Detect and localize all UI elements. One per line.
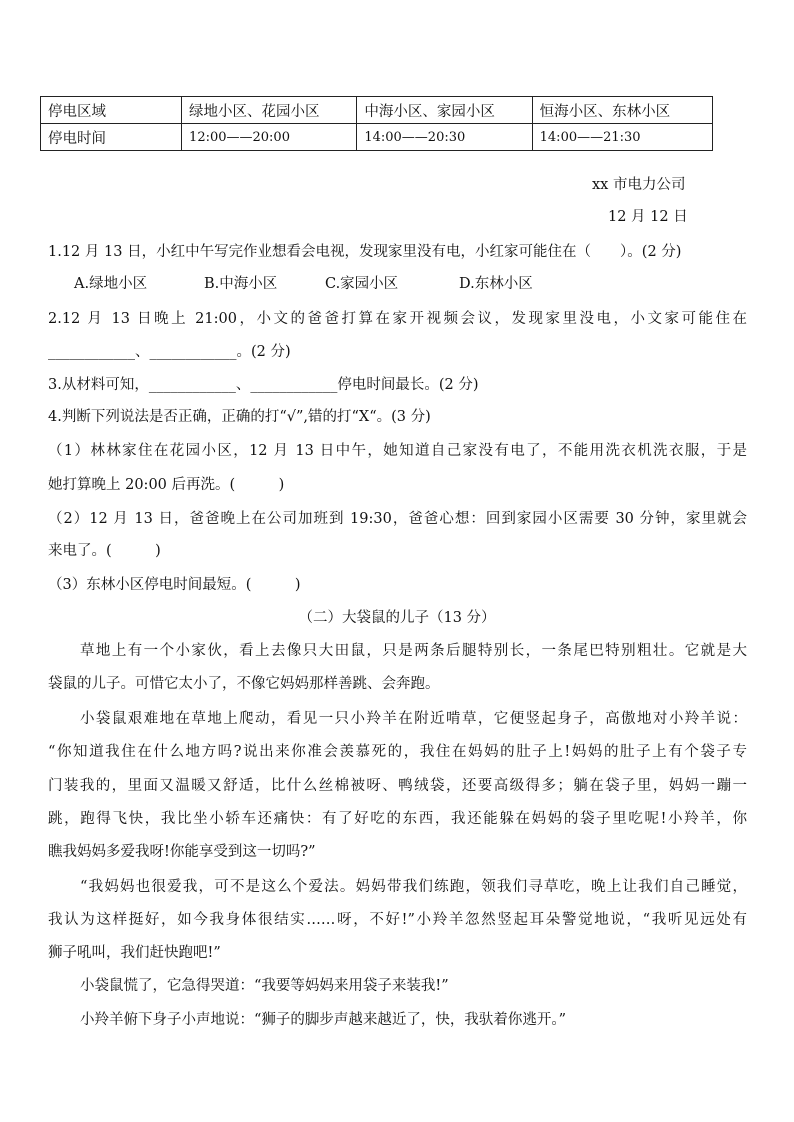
- question-1: 1.12 月 13 日，小红中午写完作业想看会电视，发现家里没有电，小红家可能住在（ ）。(2 分): [48, 244, 682, 260]
- option-c: C.家园小区: [325, 276, 399, 292]
- story-paragraph-line: 我认为这样挺好，如今我身体很结实……呀，不好!”小羚羊忽然竖起耳朵警觉地说，“我听见远处有: [48, 912, 747, 928]
- story-paragraph-line: 跳，跑得飞快，我比坐小轿车还痛快：有了好吃的东西，我还能躲在妈妈的袋子里吃呢!小羚羊，你: [48, 811, 747, 827]
- story-paragraph-line: 小袋鼠艰难地在草地上爬动，看见一只小羚羊在附近啃草，它便竖起身子，高傲地对小羚羊说：: [80, 711, 747, 727]
- story-paragraph-line: 瞧我妈妈多爱我呀!你能享受到这一切吗?”: [48, 844, 316, 860]
- option-d: D.东林小区: [459, 276, 533, 292]
- story-paragraph-line: 门装我的，里面又温暖又舒适，比什么丝棉被呀、鸭绒袋，还要高级得多；躺在袋子里，妈妈一蹦一: [48, 778, 747, 794]
- story-paragraph-line: 袋鼠的儿子。可惜它太小了，不像它妈妈那样善跳、会奔跑。: [48, 676, 440, 692]
- option-b: B.中海小区: [204, 276, 278, 292]
- row-label-time: 停电时间: [41, 124, 182, 151]
- table-cell: 恒海小区、东林小区: [532, 97, 712, 124]
- story-title: （二）大袋鼠的儿子（13 分）: [298, 610, 496, 626]
- notice-date: 12 月 12 日: [608, 209, 688, 225]
- question-4-title: 4.判断下列说法是否正确，正确的打“√”,错的打“X“。(3 分): [48, 409, 431, 425]
- table-row: [41, 97, 713, 124]
- question-4-statement-1: （1）林林家住在花园小区，12 月 13 日中午，她知道自己家没有电了，不能用洗衣机洗衣服，于是: [48, 443, 747, 459]
- table-cell: 14:00——21:30: [532, 124, 712, 151]
- row-label-area: 停电区域: [41, 97, 182, 124]
- story-paragraph-line: 草地上有一个小家伙，看上去像只大田鼠，只是两条后腿特别长，一条尾巴特别粗壮。它就是大: [80, 643, 747, 659]
- notice-signature: xx 市电力公司: [592, 177, 686, 193]
- table-cell: 中海小区、家园小区: [357, 97, 532, 124]
- table-cell: 12:00——20:00: [182, 124, 357, 151]
- story-paragraph-line: 狮子吼叫，我们赶快跑吧!”: [48, 945, 221, 961]
- table-row: [41, 124, 713, 151]
- question-2-line-1: 2.12 月 13 日晚上 21:00，小文的爸爸打算在家开视频会议，发现家里没电，小文家可能住在: [48, 311, 747, 327]
- question-2-line-2: ____________、____________。(2 分): [48, 344, 291, 360]
- question-4-statement-2: （2）12 月 13 日，爸爸晚上在公司加班到 19:30，爸爸心想：回到家园小区需要 30 分钟，家里就会: [48, 511, 747, 527]
- story-paragraph-line: “你知道我住在什么地方吗?说出来你准会羡慕死的，我住在妈妈的肚子上!妈妈的肚子上有个袋子专: [48, 744, 747, 760]
- story-paragraph-line: “我妈妈也很爱我，可不是这么个爱法。妈妈带我们练跑，领我们寻草吃，晚上让我们自己睡觉，: [80, 879, 747, 895]
- option-a: A.绿地小区: [74, 276, 148, 292]
- question-3: 3.从材料可知，____________、____________停电时间最长。(2 分): [48, 377, 479, 393]
- question-4-statement-1-cont: 她打算晚上 20:00 后再洗。( ): [48, 477, 285, 493]
- table-cell: 14:00——20:30: [357, 124, 532, 151]
- power-outage-table: [40, 96, 713, 151]
- question-4-statement-2-cont: 来电了。( ): [48, 543, 161, 559]
- table-cell: 绿地小区、花园小区: [182, 97, 357, 124]
- question-4-statement-3: （3）东林小区停电时间最短。( ): [48, 577, 301, 593]
- story-paragraph-line: 小羚羊俯下身子小声地说：“狮子的脚步声越来越近了，快，我驮着你逃开。”: [80, 1012, 567, 1028]
- story-paragraph-line: 小袋鼠慌了，它急得哭道：“我要等妈妈来用袋子来装我!”: [80, 978, 449, 994]
